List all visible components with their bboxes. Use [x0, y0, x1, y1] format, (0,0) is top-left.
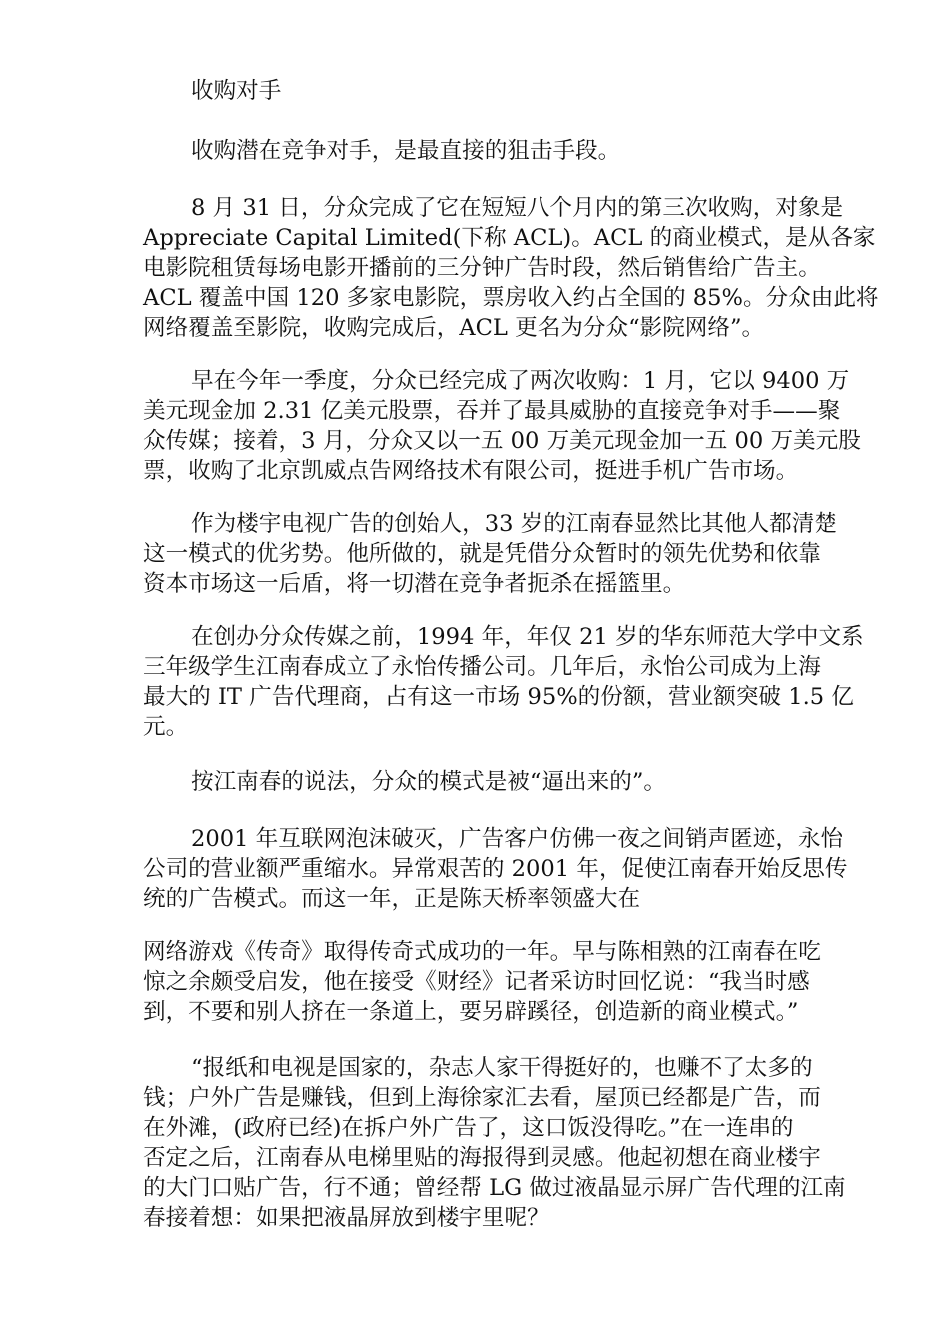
text-line: 春接着想：如果把液晶屏放到楼宇里呢？ [143, 1205, 550, 1231]
text-line: 三年级学生江南春成立了永怡传播公司。几年后，永怡公司成为上海 [143, 654, 821, 680]
text-line: 资本市场这一后盾，将一切潜在竞争者扼杀在摇篮里。 [143, 571, 686, 597]
text-line: 收购对手 [191, 78, 282, 104]
paragraph-6 [143, 767, 871, 797]
text-line: 8 月 31 日，分众完成了它在短短八个月内的第三次收购，对象是 [191, 195, 844, 221]
text-line: 最大的 IT 广告代理商，占有这一市场 95%的份额，营业额突破 1.5 亿 [143, 684, 854, 710]
paragraph-1 [143, 136, 871, 166]
text-line: ACL 覆盖中国 120 多家电影院，票房收入约占全国的 85%。分众由此将 [143, 285, 879, 311]
text-line: 网络覆盖至影院，收购完成后，ACL 更名为分众“影院网络”。 [143, 315, 765, 341]
text-line: Appreciate Capital Limited(下称 ACL)。ACL 的商业模式，是从各家 [143, 225, 876, 251]
text-line: 到，不要和别人挤在一条道上，要另辟蹊径，创造新的商业模式。” [143, 999, 799, 1025]
paragraph-8 [143, 937, 871, 1027]
text-line: 按江南春的说法，分众的模式是被“逼出来的”。 [191, 769, 666, 795]
text-line: 在创办分众传媒之前，1994 年，年仅 21 岁的华东师范大学中文系 [191, 624, 864, 650]
text-line: 票，收购了北京凯威点告网络技术有限公司，挺进手机广告市场。 [143, 458, 799, 484]
text-line: 惊之余颇受启发，他在接受《财经》记者采访时回忆说：“我当时感 [143, 969, 810, 995]
text-line: 元。 [143, 714, 189, 740]
text-line: 钱；户外广告是赚钱，但到上海徐家汇去看，屋顶已经都是广告，而 [143, 1085, 821, 1111]
text-line: 在外滩，(政府已经)在拆户外广告了，这口饭没得吃。”在一连串的 [143, 1115, 794, 1141]
text-line: 2001 年互联网泡沫破灭，广告客户仿佛一夜之间销声匿迹，永怡 [191, 826, 844, 852]
text-line: 美元现金加 2.31 亿美元股票，吞并了最具威胁的直接竞争对手——聚 [143, 398, 841, 424]
text-line: 众传媒；接着，3 月，分众又以一五 00 万美元现金加一五 00 万美元股 [143, 428, 861, 454]
text-line: 的大门口贴广告，行不通；曾经帮 LG 做过液晶显示屏广告代理的江南 [143, 1175, 846, 1201]
paragraph-9 [143, 1053, 871, 1233]
text-line: 这一模式的优劣势。他所做的，就是凭借分众暂时的领先优势和依靠 [143, 541, 821, 567]
paragraph-3 [143, 366, 871, 486]
text-line: “报纸和电视是国家的，杂志人家干得挺好的，也赚不了太多的 [191, 1055, 813, 1081]
text-line: 统的广告模式。而这一年，正是陈天桥率领盛大在 [143, 886, 641, 912]
paragraph-7 [143, 824, 871, 914]
text-line: 公司的营业额严重缩水。异常艰苦的 2001 年，促使江南春开始反思传 [143, 856, 848, 882]
paragraph-2 [143, 193, 879, 343]
text-line: 作为楼宇电视广告的创始人，33 岁的江南春显然比其他人都清楚 [191, 511, 837, 537]
section-heading [143, 76, 871, 106]
paragraph-4 [143, 509, 871, 599]
text-line: 收购潜在竞争对手，是最直接的狙击手段。 [191, 138, 621, 164]
text-line: 早在今年一季度，分众已经完成了两次收购：1 月，它以 9400 万 [191, 368, 850, 394]
text-line: 网络游戏《传奇》取得传奇式成功的一年。早与陈相熟的江南春在吃 [143, 939, 821, 965]
text-line: 电影院租赁每场电影开播前的三分钟广告时段，然后销售给广告主。 [143, 255, 821, 281]
text-line: 否定之后，江南春从电梯里贴的海报得到灵感。他起初想在商业楼宇 [143, 1145, 821, 1171]
paragraph-5 [143, 622, 871, 742]
